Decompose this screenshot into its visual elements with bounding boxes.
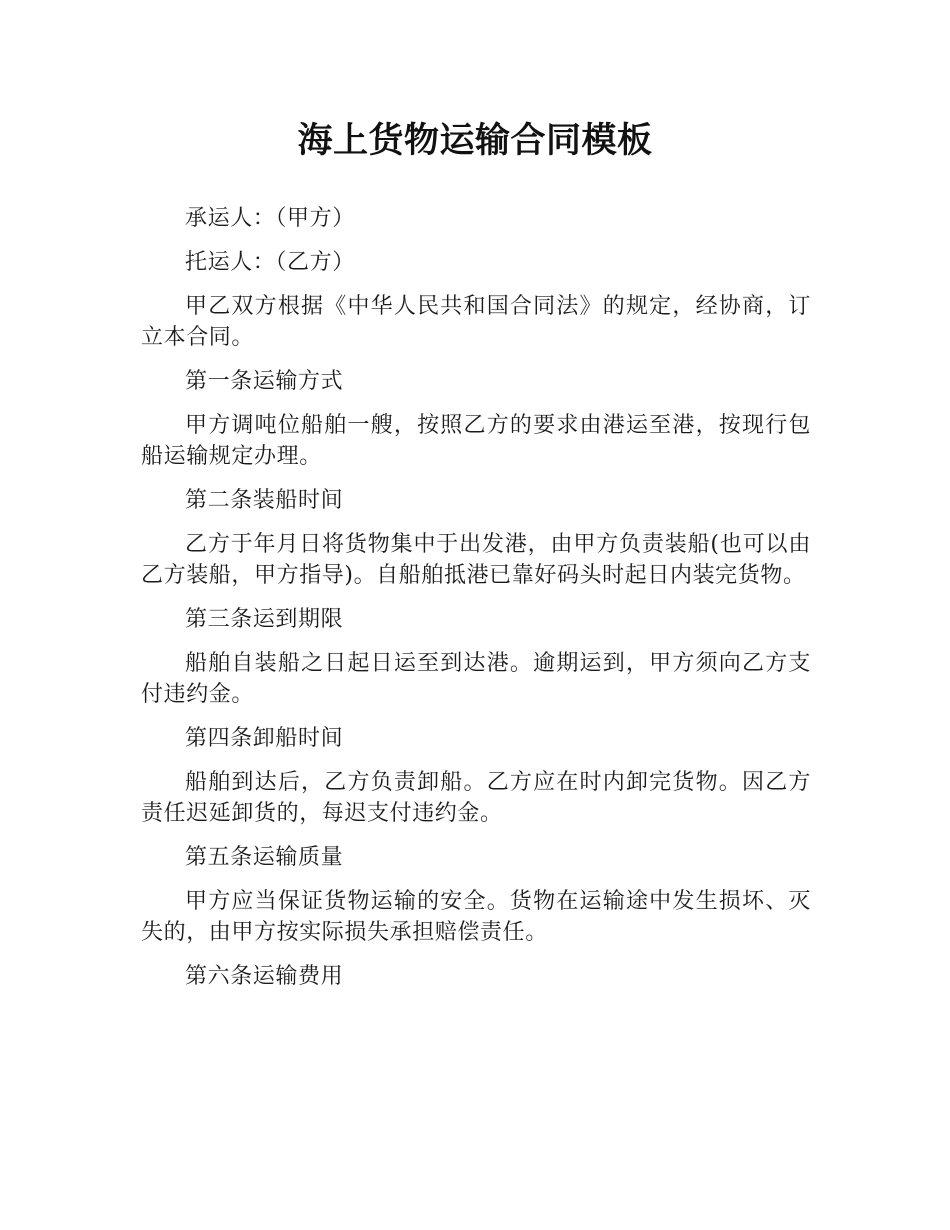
article-3-heading: 第三条运到期限	[185, 607, 344, 632]
document-body	[141, 203, 811, 1005]
article-5-text: 甲方应当保证货物运输的安全。货物在运输途中发生损坏、灭失的，由甲方按实际损失承担赔偿责任。	[141, 889, 811, 945]
article-3-text: 船舶自装船之日起日运至到达港。逾期运到，甲方须向乙方支付违约金。	[141, 651, 811, 707]
article-6-heading: 第六条运输费用	[185, 964, 344, 989]
party-shipper: 托运人：（乙方）	[185, 250, 355, 275]
article-1-heading: 第一条运输方式	[185, 369, 344, 394]
preamble-paragraph: 甲乙双方根据《中华人民共和国合同法》的规定，经协商，订立本合同。	[141, 294, 811, 350]
article-2-text: 乙方于年月日将货物集中于出发港，由甲方负责装船(也可以由乙方装船，甲方指导)。自船舶抵港已靠好码头时起日内装完货物。	[141, 532, 811, 588]
article-1-text: 甲方调吨位船舶一艘，按照乙方的要求由港运至港，按现行包船运输规定办理。	[141, 413, 811, 469]
article-4-heading: 第四条卸船时间	[185, 726, 344, 751]
document-title: 海上货物运输合同模板	[297, 121, 653, 161]
article-5-heading: 第五条运输质量	[185, 845, 344, 870]
article-2-heading: 第二条装船时间	[185, 488, 344, 513]
article-4-text: 船舶到达后，乙方负责卸船。乙方应在时内卸完货物。因乙方责任迟延卸货的，每迟支付违约金。	[141, 770, 811, 826]
party-carrier: 承运人：（甲方）	[185, 206, 355, 231]
